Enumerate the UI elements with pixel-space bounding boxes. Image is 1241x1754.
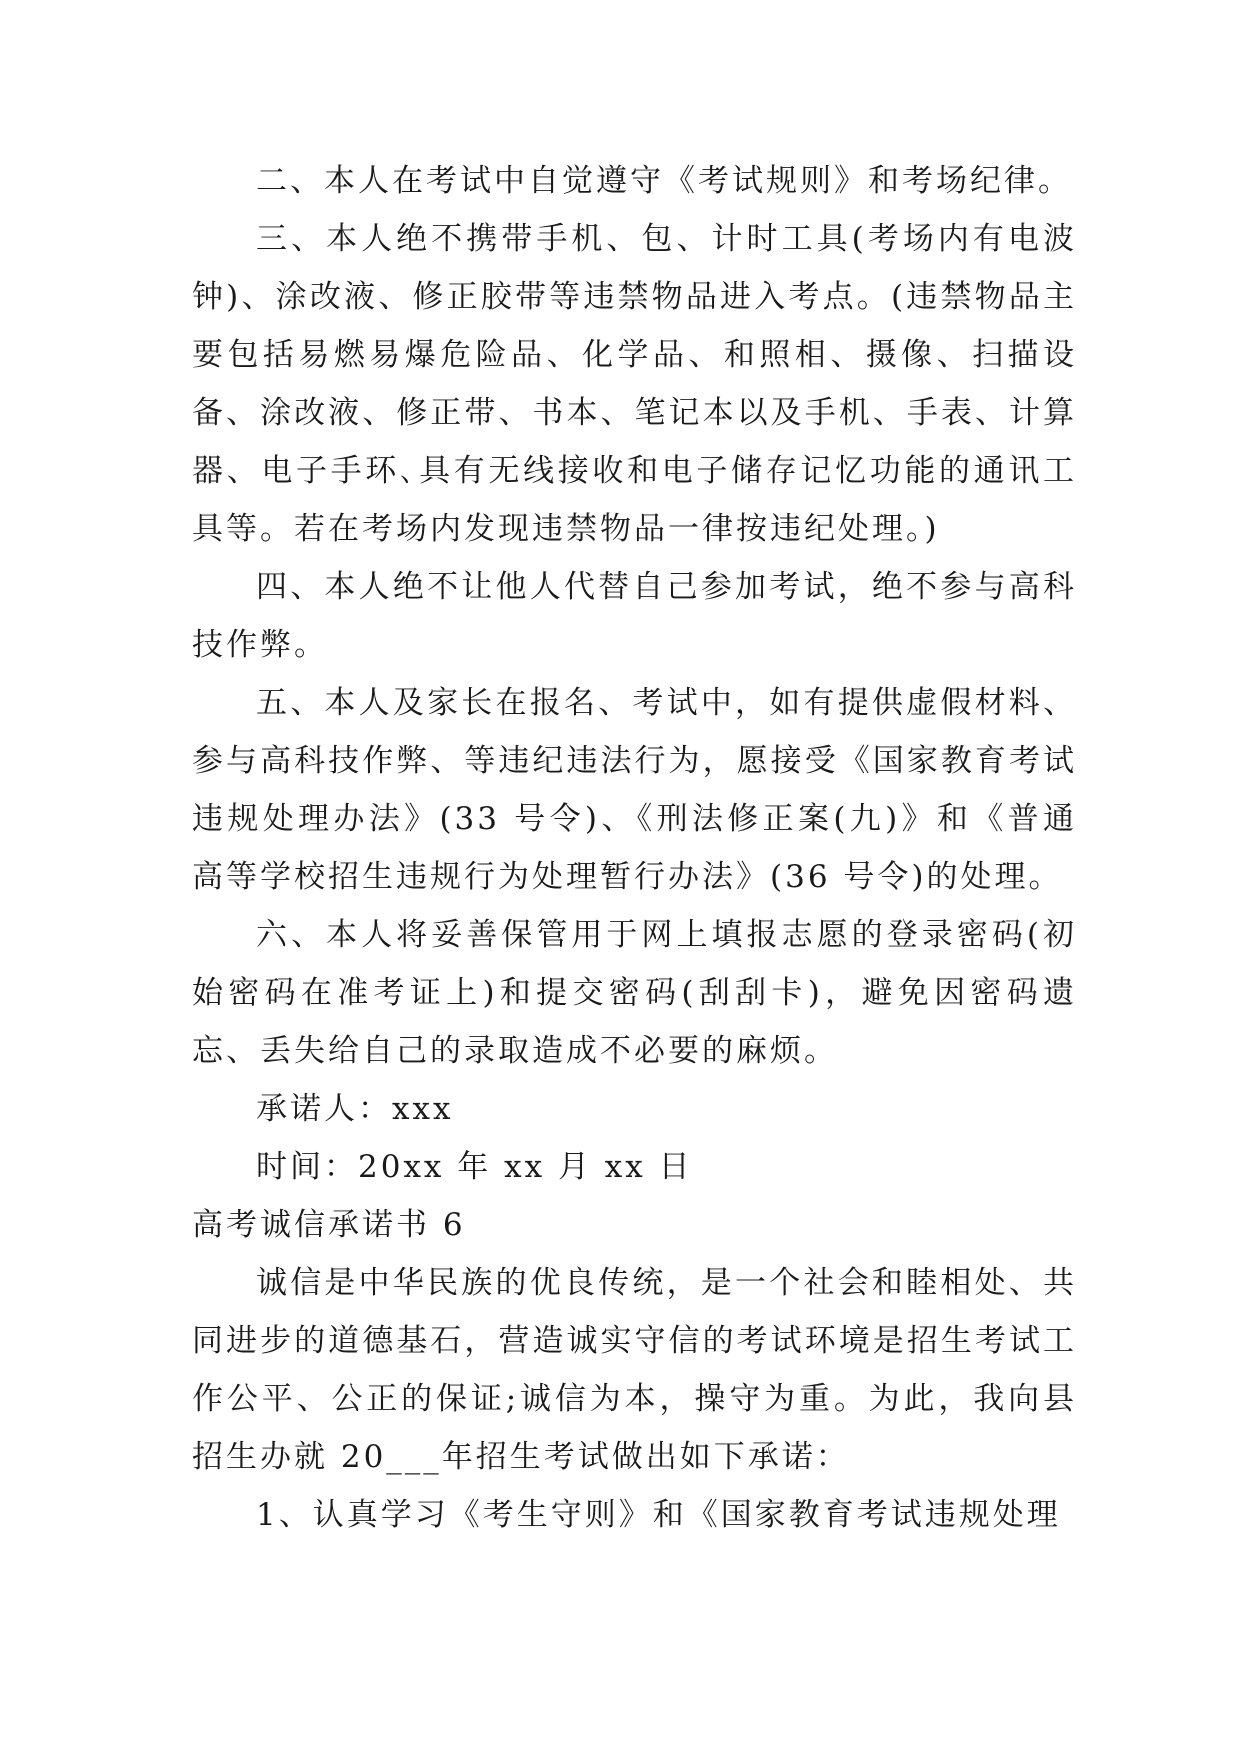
signer-line: 承诺人：xxx <box>256 1091 454 1127</box>
rule-5-paragraph: 五、本人及家长在报名、考试中，如有提供虚假材料、参与高科技作弊、等违纪违法行为，愿接受《国家教育考试违规处理办法》(33 号令)、《刑法修正案(九)》和《普通高等学校招生违规行为处理暂行办法》(36 号令)的处理。 <box>192 685 1077 895</box>
rule-3-paragraph: 三、本人绝不携带手机、包、计时工具(考场内有电波钟)、涂改液、修正胶带等违禁物品进入考点。(违禁物品主要包括易燃易爆危险品、化学品、和照相、摄像、扫描设备、涂改液、修正带、书本、笔记本以及手机、手表、计算器、电子手环､具有无线接收和电子储存记忆功能的通讯工具等。若在考场内发现违禁物品一律按违纪处理。) <box>192 221 1077 547</box>
rule-2-paragraph: 二、本人在考试中自觉遵守《考试规则》和考场纪律。 <box>256 163 1072 199</box>
intro-paragraph: 诚信是中华民族的优良传统，是一个社会和睦相处、共同进步的道德基石，营造诚实守信的考试环境是招生考试工作公平、公正的保证;诚信为本，操守为重。为此，我向县招生办就 20___年招生考试做出如下承诺： <box>192 1265 1077 1475</box>
item-1-paragraph: 1、认真学习《考生守则》和《国家教育考试违规处理 <box>256 1497 1061 1533</box>
rule-6-paragraph: 六、本人将妥善保管用于网上填报志愿的登录密码(初始密码在准考证上)和提交密码(刮刮卡)，避免因密码遗忘、丢失给自己的录取造成不必要的麻烦。 <box>192 917 1077 1069</box>
section-title: 高考诚信承诺书 6 <box>192 1207 466 1243</box>
date-line: 时间：20xx 年 xx 月 xx 日 <box>256 1149 693 1185</box>
rule-4-paragraph: 四、本人绝不让他人代替自己参加考试，绝不参与高科技作弊。 <box>192 569 1077 663</box>
document-body <box>192 152 1077 1544</box>
